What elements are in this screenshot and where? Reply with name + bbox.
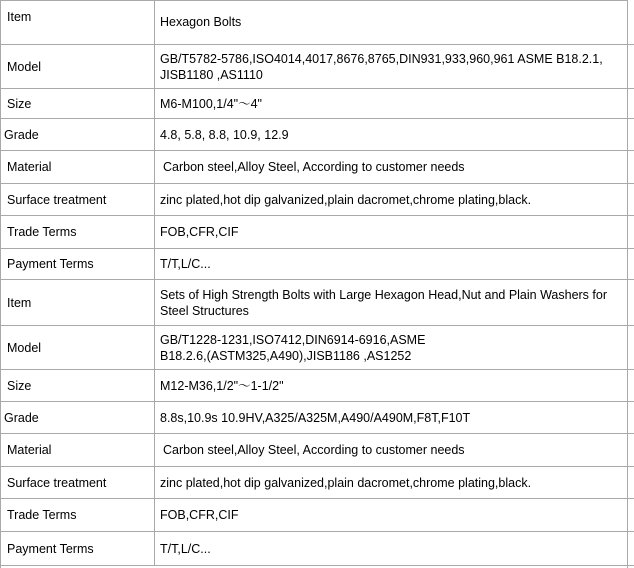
- table-row-size: [0, 370, 634, 402]
- row-label: Item: [0, 0, 155, 44]
- row-value-text: Sets of High Strength Bolts with Large Hexagon Head,Nut and Plain Washers for Steel Structures: [160, 287, 607, 318]
- table-row-grade: [0, 119, 634, 151]
- row-label: Material: [0, 434, 155, 466]
- row-label: Item: [0, 280, 155, 325]
- row-label: Material: [0, 151, 155, 183]
- row-label: Payment Terms: [0, 249, 155, 279]
- row-value-text: T/T,L/C...: [160, 257, 211, 271]
- row-label: Model: [0, 326, 155, 369]
- row-value: [155, 499, 634, 531]
- table-row-material: [0, 151, 634, 184]
- table-row-model: [0, 45, 634, 89]
- row-value-text: GB/T1228-1231,ISO7412,DIN6914-6916,ASME B18.2.6,(ASTM325,A490),JISB1186 ,AS1252: [160, 332, 426, 363]
- row-value-text: 8.8s,10.9s 10.9HV,A325/A325M,A490/A490M,F8T,F10T: [160, 410, 471, 425]
- row-value: [155, 89, 634, 118]
- row-value-text: GB/T5782-5786,ISO4014,4017,8676,8765,DIN931,933,960,961 ASME B18.2.1, JISB1180 ,AS1110: [160, 51, 603, 82]
- row-value-text: M12-M36,1/2"～1-1/2": [160, 378, 284, 393]
- row-value-text: FOB,CFR,CIF: [160, 508, 239, 522]
- row-value: [155, 119, 634, 150]
- row-value: [155, 467, 634, 498]
- row-value: [155, 184, 634, 215]
- row-value-text: 4.8, 5.8, 8.8, 10.9, 12.9: [160, 127, 289, 142]
- table-row-surface-treatment: [0, 467, 634, 499]
- row-value: [155, 532, 634, 565]
- row-value: [155, 370, 634, 401]
- row-value: [155, 326, 634, 369]
- row-value: [155, 249, 634, 279]
- row-label: Payment Terms: [0, 532, 155, 565]
- table-row-trade-terms: [0, 499, 634, 532]
- row-label: Size: [0, 89, 155, 118]
- row-value-text: FOB,CFR,CIF: [160, 225, 239, 239]
- row-value: [155, 45, 634, 88]
- row-label: Grade: [0, 119, 155, 150]
- row-label: Trade Terms: [0, 216, 155, 248]
- table-row-model: [0, 326, 634, 370]
- row-value-text: zinc plated,hot dip galvanized,plain dacromet,chrome plating,black.: [160, 192, 532, 207]
- row-value: [155, 151, 634, 183]
- row-value-text: M6-M100,1/4"～4": [160, 96, 262, 111]
- row-label: Grade: [0, 402, 155, 433]
- table-row-payment-terms: [0, 249, 634, 280]
- table-row-surface-treatment: [0, 184, 634, 216]
- row-label: Surface treatment: [0, 184, 155, 215]
- row-value: [155, 280, 634, 325]
- row-value: [155, 216, 634, 248]
- row-label: Size: [0, 370, 155, 401]
- table-row-grade: [0, 402, 634, 434]
- table-row-item: [0, 0, 634, 45]
- table-row-item: [0, 280, 634, 326]
- row-value: [155, 402, 634, 433]
- row-label: Trade Terms: [0, 499, 155, 531]
- row-value-text: Carbon steel,Alloy Steel, According to customer needs: [163, 160, 465, 174]
- row-label: Model: [0, 45, 155, 88]
- row-label: Surface treatment: [0, 467, 155, 498]
- row-value-text: Carbon steel,Alloy Steel, According to customer needs: [163, 443, 465, 457]
- row-value: [155, 434, 634, 466]
- row-value-text: T/T,L/C...: [160, 541, 211, 556]
- table-row-payment-terms: [0, 532, 634, 566]
- table-row-material: [0, 434, 634, 467]
- row-value-text: zinc plated,hot dip galvanized,plain dacromet,chrome plating,black.: [160, 475, 532, 490]
- row-value: [155, 0, 634, 44]
- table-row-trade-terms: [0, 216, 634, 249]
- row-value-text: Hexagon Bolts: [160, 15, 242, 29]
- table-row-size: [0, 89, 634, 119]
